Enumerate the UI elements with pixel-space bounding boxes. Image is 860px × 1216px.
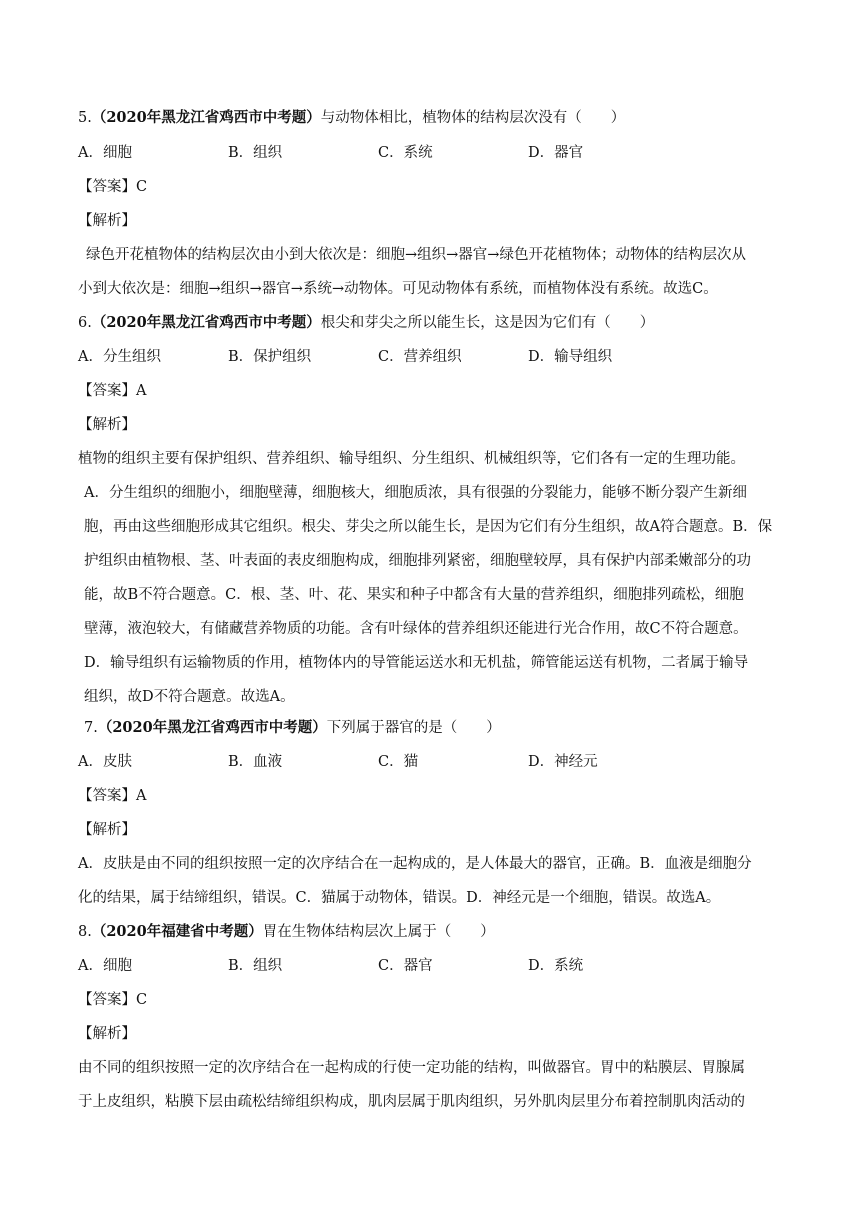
question-number: 7.	[84, 720, 98, 736]
question-text: 根尖和芽尖之所以能生长，这是因为它们有（ ）	[320, 315, 655, 331]
question-6-analysis-line: 壁薄，液泡较大，有储藏营养物质的功能。含有叶绿体的营养组织还能进行光合作用，故C不符合题意。	[84, 621, 748, 637]
question-8-stem	[78, 922, 798, 942]
question-6-analysis-line: 能，故B不符合题意。C．根、茎、叶、花、果实和种子中都含有大量的营养组织，细胞排列疏松，细胞	[84, 587, 744, 603]
question-text: 与动物体相比，植物体的结构层次没有（ ）	[320, 110, 626, 126]
option-b: B．组织	[228, 145, 283, 161]
option-c: C．器官	[378, 958, 433, 974]
question-8-options	[78, 956, 798, 976]
option-d: D．系统	[528, 958, 584, 974]
question-number: 6.	[78, 315, 92, 331]
option-a: A．细胞	[78, 958, 132, 974]
question-source: （2020年黑龙江省鸡西市中考题）	[91, 314, 321, 331]
question-6-answer: 【答案】A	[78, 383, 147, 399]
question-5-analysis-line: 绿色开花植物体的结构层次由小到大依次是：细胞→组织→器官→绿色开花植物体；动物体的结构层次从	[86, 247, 746, 263]
option-c: C．系统	[378, 145, 433, 161]
option-a: A．细胞	[78, 145, 132, 161]
question-5-analysis-label: 【解析】	[78, 213, 136, 229]
question-text: 胃在生物体结构层次上属于（ ）	[262, 924, 495, 940]
question-7-answer: 【答案】A	[78, 788, 147, 804]
question-6-analysis-line: 植物的组织主要有保护组织、营养组织、输导组织、分生组织、机械组织等，它们各有一定的生理功能。	[78, 451, 745, 467]
question-source: （2020年福建省中考题）	[91, 923, 263, 940]
option-b: B．血液	[228, 754, 283, 770]
question-7-options	[78, 752, 798, 772]
option-d: D．输导组织	[528, 349, 613, 365]
option-a: A．分生组织	[78, 349, 161, 365]
option-d: D．神经元	[528, 754, 598, 770]
question-5-answer: 【答案】C	[78, 179, 148, 195]
question-6-stem	[78, 313, 798, 333]
question-source: （2020年黑龙江省鸡西市中考题）	[91, 109, 321, 126]
question-7-analysis-line: 化的结果，属于结缔组织，错误。C．猫属于动物体，错误。D．神经元是一个细胞，错误。故选A。	[78, 890, 721, 906]
option-c: C．营养组织	[378, 349, 462, 365]
option-c: C．猫	[378, 754, 419, 770]
question-7-stem	[84, 718, 792, 738]
question-8-analysis-line: 于上皮组织，粘膜下层由疏松结缔组织构成，肌肉层属于肌肉组织，另外肌肉层里分布着控制肌肉活动的	[78, 1094, 745, 1110]
question-5-options	[78, 143, 798, 163]
option-d: D．器官	[528, 145, 584, 161]
question-number: 5.	[78, 110, 92, 126]
question-number: 8.	[78, 924, 92, 940]
option-b: B．组织	[228, 958, 283, 974]
question-6-analysis-label: 【解析】	[78, 417, 136, 433]
question-8-analysis-line: 由不同的组织按照一定的次序结合在一起构成的行使一定功能的结构，叫做器官。胃中的粘膜层、胃腺属	[78, 1060, 745, 1076]
question-6-analysis-line: A．分生组织的细胞小，细胞壁薄，细胞核大，细胞质浓，具有很强的分裂能力，能够不断分裂产生新细	[84, 485, 747, 501]
question-8-answer: 【答案】C	[78, 992, 148, 1008]
option-a: A．皮肤	[78, 754, 132, 770]
question-6-analysis-line: 组织，故D不符合题意。故选A。	[84, 689, 295, 705]
question-6-analysis-line: D．输导组织有运输物质的作用，植物体内的导管能运送水和无机盐，筛管能运送有机物，二者属于输导	[84, 655, 749, 671]
question-7-analysis-label: 【解析】	[78, 822, 136, 838]
question-6-analysis-line: 护组织由植物根、茎、叶表面的表皮细胞构成，细胞排列紧密，细胞壁较厚，具有保护内部柔嫩部分的功	[84, 553, 751, 569]
question-5-stem	[78, 108, 798, 128]
option-b: B．保护组织	[228, 349, 312, 365]
question-5-analysis-line: 小到大依次是：细胞→组织→器官→系统→动物体。可见动物体有系统，而植物体没有系统。故选C。	[78, 281, 718, 297]
question-source: （2020年黑龙江省鸡西市中考题）	[97, 719, 327, 736]
question-7-analysis-line: A．皮肤是由不同的组织按照一定的次序结合在一起构成的，是人体最大的器官，正确。B．血液是细胞分	[78, 856, 752, 872]
question-6-analysis-line: 胞，再由这些细胞形成其它组织。根尖、芽尖之所以能生长，是因为它们有分生组织，故A符合题意。B．保	[84, 519, 773, 535]
question-text: 下列属于器官的是（ ）	[326, 720, 501, 736]
question-8-analysis-label: 【解析】	[78, 1026, 136, 1042]
question-6-options	[78, 347, 798, 367]
